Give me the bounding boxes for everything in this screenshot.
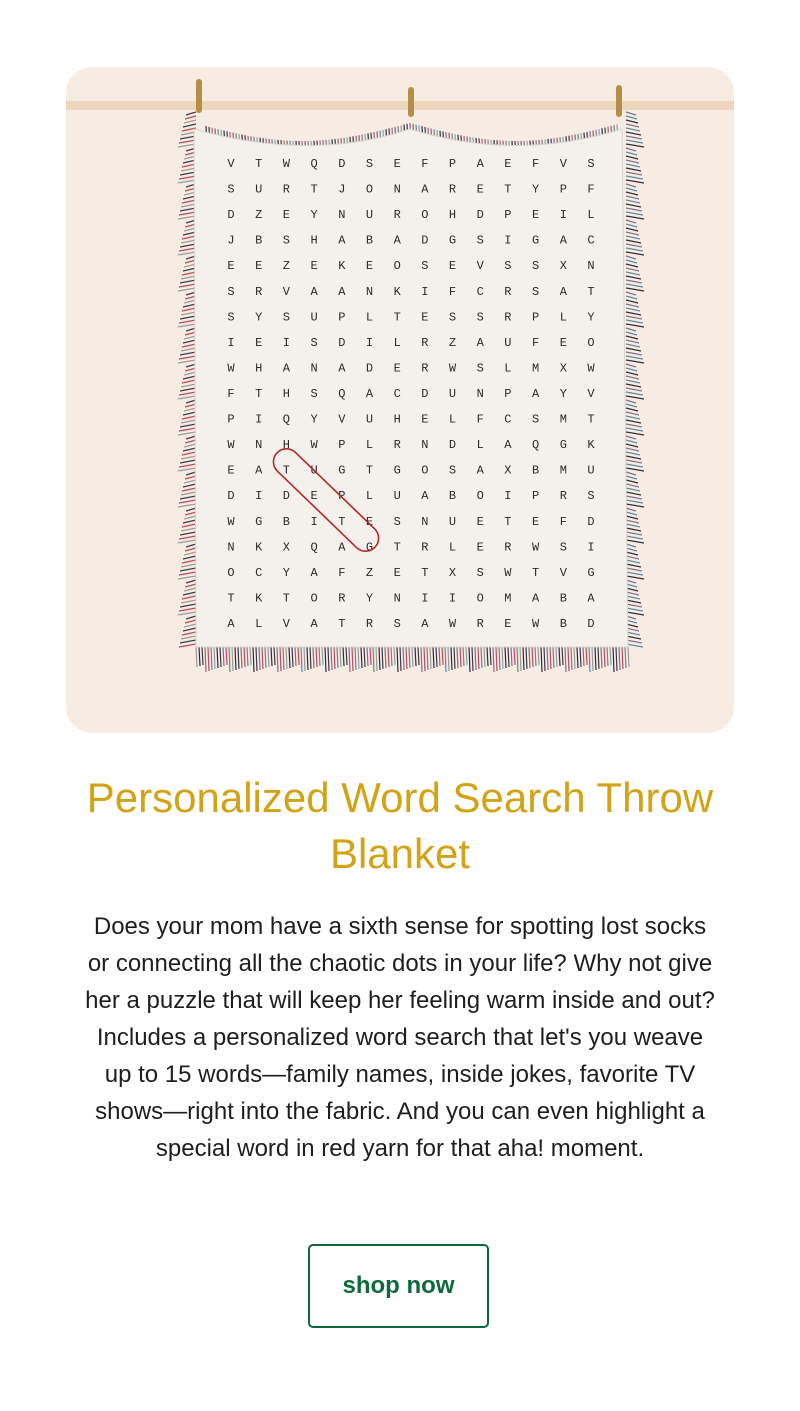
grid-letter: N	[476, 387, 484, 401]
grid-letter: N	[587, 259, 595, 274]
grid-letter: U	[448, 387, 457, 401]
grid-letter: A	[310, 284, 318, 299]
grid-letter: Y	[310, 412, 318, 427]
grid-letter: N	[338, 208, 346, 223]
grid-letter: E	[227, 463, 235, 478]
grid-letter: P	[338, 489, 346, 504]
grid-letter: B	[282, 514, 291, 529]
grid-letter: A	[559, 284, 567, 299]
grid-letter: B	[255, 233, 263, 248]
grid-letter: R	[255, 284, 263, 299]
grid-letter: P	[504, 387, 512, 401]
grid-letter: S	[310, 335, 318, 350]
grid-letter: I	[504, 233, 512, 248]
grid-letter: A	[559, 233, 567, 248]
grid-letter: F	[587, 182, 595, 197]
grid-letter: X	[559, 361, 567, 376]
grid-letter: E	[227, 259, 235, 274]
grid-letter: A	[421, 489, 429, 504]
grid-letter: N	[365, 284, 374, 299]
grid-letter: N	[310, 361, 318, 376]
grid-letter: E	[365, 514, 374, 529]
grid-letter: B	[448, 489, 457, 504]
grid-letter: W	[227, 438, 235, 453]
grid-letter: M	[559, 463, 567, 478]
grid-letter: S	[310, 387, 318, 401]
grid-letter: Q	[282, 412, 291, 427]
grid-letter: I	[227, 335, 235, 350]
grid-letter: W	[227, 361, 235, 376]
grid-letter: X	[559, 259, 567, 274]
grid-letter: A	[338, 540, 346, 555]
grid-letter: S	[365, 157, 374, 171]
grid-letter: Y	[365, 591, 374, 606]
grid-letter: E	[393, 157, 401, 171]
grid-letter: W	[587, 361, 595, 376]
grid-letter: F	[338, 565, 346, 580]
grid-letter: S	[476, 310, 484, 325]
grid-letter: A	[476, 335, 484, 350]
grid-letter: F	[476, 412, 484, 427]
grid-letter: M	[531, 361, 540, 376]
grid-letter: U	[310, 310, 318, 325]
grid-letter: I	[255, 412, 263, 427]
grid-letter: Y	[559, 387, 567, 401]
grid-letter: T	[504, 514, 512, 529]
grid-letter: E	[421, 412, 429, 427]
grid-letter: E	[476, 540, 484, 555]
grid-letter: A	[531, 387, 540, 401]
grid-letter: C	[587, 233, 595, 248]
grid-letter: L	[448, 540, 457, 555]
grid-letter: L	[365, 438, 374, 453]
hanging-rod	[66, 101, 734, 110]
grid-letter: L	[365, 489, 374, 504]
grid-letter: V	[338, 412, 346, 427]
grid-letter: F	[227, 387, 235, 401]
grid-letter: T	[393, 540, 401, 555]
grid-letter: I	[310, 514, 318, 529]
grid-letter: P	[338, 438, 346, 453]
grid-letter: S	[476, 233, 484, 248]
grid-letter: V	[559, 157, 567, 171]
grid-letter: S	[227, 310, 235, 325]
grid-letter: A	[393, 233, 401, 248]
grid-letter: N	[393, 182, 401, 197]
grid-letter: U	[255, 182, 263, 197]
grid-letter: G	[365, 540, 374, 555]
grid-letter: O	[310, 591, 318, 606]
grid-letter: R	[448, 182, 457, 197]
grid-letter: L	[587, 208, 595, 223]
grid-letter: A	[476, 463, 484, 478]
grid-letter: G	[393, 463, 401, 478]
grid-letter: H	[282, 438, 291, 453]
grid-letter: A	[282, 361, 291, 376]
grid-letter: W	[448, 361, 457, 376]
grid-letter: Q	[310, 540, 318, 555]
product-image	[66, 67, 734, 733]
grid-letter: P	[448, 157, 457, 171]
grid-letter: S	[587, 157, 595, 171]
grid-letter: C	[504, 412, 512, 427]
grid-letter: U	[587, 463, 595, 478]
grid-letter: G	[448, 233, 457, 248]
grid-letter: F	[448, 284, 457, 299]
grid-letter: O	[476, 591, 484, 606]
grid-letter: E	[393, 361, 401, 376]
grid-letter: S	[559, 540, 567, 555]
grid-letter: Z	[448, 335, 457, 350]
grid-letter: K	[338, 259, 346, 274]
grid-letter: Z	[282, 259, 291, 274]
grid-letter: F	[531, 157, 540, 171]
grid-letter: T	[504, 182, 512, 197]
grid-letter: O	[227, 565, 235, 580]
grid-letter: W	[282, 157, 291, 171]
grid-letter: N	[255, 438, 263, 453]
grid-letter: E	[255, 335, 263, 350]
grid-letter: S	[282, 233, 291, 248]
grid-letter: B	[559, 591, 567, 606]
grid-letter: E	[476, 182, 484, 197]
grid-letter: S	[531, 259, 540, 274]
grid-letter: H	[310, 233, 318, 248]
grid-letter: E	[310, 489, 318, 504]
grid-letter: Z	[255, 208, 263, 223]
grid-letter: L	[504, 361, 512, 376]
grid-letter: R	[393, 208, 401, 223]
grid-letter: S	[393, 617, 401, 631]
grid-letter: T	[282, 463, 291, 478]
grid-letter: N	[227, 540, 235, 555]
grid-letter: S	[531, 412, 540, 427]
grid-letter: S	[448, 463, 457, 478]
grid-letter: L	[559, 310, 567, 325]
grid-letter: A	[338, 284, 346, 299]
grid-letter: W	[310, 438, 318, 453]
grid-letter: V	[282, 284, 291, 299]
grid-letter: B	[559, 617, 567, 631]
grid-letter: T	[365, 463, 374, 478]
grid-letter: A	[421, 617, 429, 631]
grid-letter: K	[587, 438, 595, 453]
grid-letter: O	[587, 335, 595, 350]
grid-letter: W	[504, 565, 512, 580]
grid-letter: S	[448, 310, 457, 325]
grid-letter: T	[282, 591, 291, 606]
grid-letter: Y	[282, 565, 291, 580]
grid-letter: W	[531, 540, 540, 555]
grid-letter: H	[448, 208, 457, 223]
grid-letter: S	[476, 361, 484, 376]
grid-letter: Q	[310, 157, 318, 171]
grid-letter: N	[421, 514, 429, 529]
grid-letter: L	[448, 412, 457, 427]
grid-letter: A	[310, 617, 318, 631]
grid-letter: U	[504, 335, 512, 350]
grid-letter: C	[476, 284, 484, 299]
grid-letter: D	[421, 233, 429, 248]
grid-letter: L	[365, 310, 374, 325]
grid-letter: I	[448, 591, 457, 606]
grid-letter: L	[393, 335, 401, 350]
grid-letter: U	[448, 514, 457, 529]
grid-letter: D	[338, 157, 346, 171]
grid-letter: G	[559, 438, 567, 453]
grid-letter: O	[393, 259, 401, 274]
grid-letter: D	[227, 208, 235, 223]
grid-letter: E	[448, 259, 457, 274]
brass-hook-icon	[196, 79, 622, 117]
grid-letter: I	[282, 335, 291, 350]
grid-letter: R	[393, 438, 401, 453]
grid-letter: H	[393, 412, 401, 427]
grid-letter: N	[421, 438, 429, 453]
grid-letter: C	[393, 387, 401, 401]
grid-letter: D	[448, 438, 457, 453]
grid-letter: Q	[531, 438, 540, 453]
grid-letter: V	[476, 259, 484, 274]
grid-letter: S	[421, 259, 429, 274]
grid-letter: M	[504, 591, 512, 606]
grid-letter: Y	[587, 310, 595, 325]
grid-letter: Z	[365, 565, 374, 580]
grid-letter: X	[448, 565, 457, 580]
grid-letter: P	[531, 310, 540, 325]
grid-letter: Q	[338, 387, 346, 401]
grid-letter: R	[421, 335, 429, 350]
grid-letter: I	[421, 591, 429, 606]
grid-letter: A	[421, 182, 429, 197]
grid-letter: T	[310, 182, 318, 197]
grid-letter: I	[587, 540, 595, 555]
grid-letter: S	[393, 514, 401, 529]
grid-letter: S	[504, 259, 512, 274]
grid-letter: A	[310, 565, 318, 580]
grid-letter: R	[421, 361, 429, 376]
grid-letter: J	[227, 233, 235, 248]
grid-letter: D	[227, 489, 235, 504]
grid-letter: R	[338, 591, 346, 606]
grid-letter: A	[227, 617, 235, 631]
grid-letter: U	[365, 208, 374, 223]
grid-letter: R	[365, 617, 374, 631]
grid-letter: U	[310, 463, 318, 478]
grid-letter: T	[255, 157, 263, 171]
grid-letter: I	[255, 489, 263, 504]
grid-letter: R	[476, 617, 484, 631]
grid-letter: L	[476, 438, 484, 453]
grid-letter: P	[559, 182, 567, 197]
grid-letter: V	[227, 157, 235, 171]
shop-now-button[interactable]: shop now	[308, 1244, 489, 1328]
grid-letter: D	[587, 514, 595, 529]
grid-letter: O	[421, 463, 429, 478]
grid-letter: A	[531, 591, 540, 606]
grid-letter: R	[282, 182, 291, 197]
grid-letter: A	[255, 463, 263, 478]
grid-letter: T	[587, 284, 595, 299]
grid-letter: E	[310, 259, 318, 274]
grid-letter: G	[255, 514, 263, 529]
grid-letter: A	[338, 361, 346, 376]
grid-letter: D	[365, 361, 374, 376]
grid-letter: D	[421, 387, 429, 401]
grid-letter: U	[393, 489, 401, 504]
grid-letter: A	[504, 438, 512, 453]
grid-letter: E	[255, 259, 263, 274]
grid-letter: Y	[531, 182, 540, 197]
grid-letter: J	[338, 182, 346, 197]
grid-letter: R	[504, 284, 512, 299]
grid-letter: W	[227, 514, 235, 529]
grid-letter: M	[559, 412, 567, 427]
grid-letter: R	[504, 310, 512, 325]
grid-letter: U	[365, 412, 374, 427]
grid-letter: G	[338, 463, 346, 478]
grid-letter: T	[421, 565, 429, 580]
grid-letter: R	[504, 540, 512, 555]
grid-letter: V	[282, 617, 291, 631]
grid-letter: O	[476, 489, 484, 504]
grid-letter: I	[365, 335, 374, 350]
grid-letter: I	[421, 284, 429, 299]
grid-letter: E	[531, 208, 540, 223]
grid-letter: T	[393, 310, 401, 325]
grid-letter: H	[282, 387, 291, 401]
grid-letter: W	[448, 617, 457, 631]
grid-letter: F	[421, 157, 429, 171]
grid-letter: S	[282, 310, 291, 325]
grid-letter: E	[559, 335, 567, 350]
grid-letter: D	[338, 335, 346, 350]
grid-letter: X	[504, 463, 512, 478]
grid-letter: E	[504, 157, 512, 171]
grid-letter: R	[559, 489, 567, 504]
grid-letter: D	[476, 208, 484, 223]
grid-letter: S	[227, 182, 235, 197]
grid-letter: P	[227, 412, 235, 427]
grid-letter: P	[531, 489, 540, 504]
grid-letter: D	[587, 617, 595, 631]
word-search-blanket-illustration	[66, 67, 734, 733]
grid-letter: R	[421, 540, 429, 555]
grid-letter: W	[531, 617, 540, 631]
grid-letter: E	[365, 259, 374, 274]
grid-letter: T	[227, 591, 235, 606]
grid-letter: C	[255, 565, 263, 580]
grid-letter: G	[531, 233, 540, 248]
grid-letter: A	[476, 157, 484, 171]
grid-letter: E	[504, 617, 512, 631]
grid-letter: K	[255, 591, 263, 606]
grid-letter: V	[559, 565, 567, 580]
grid-letter: Y	[255, 310, 263, 325]
grid-letter: X	[282, 540, 291, 555]
grid-letter: G	[587, 565, 595, 580]
grid-letter: A	[338, 233, 346, 248]
grid-letter: D	[282, 489, 291, 504]
grid-letter: P	[338, 310, 346, 325]
grid-letter: K	[393, 284, 401, 299]
grid-letter: H	[255, 361, 263, 376]
grid-letter: O	[365, 182, 374, 197]
grid-letter: B	[365, 233, 374, 248]
grid-letter: T	[338, 514, 346, 529]
grid-letter: I	[559, 208, 567, 223]
grid-letter: K	[255, 540, 263, 555]
grid-letter: A	[365, 387, 374, 401]
grid-letter: S	[476, 565, 484, 580]
grid-letter: E	[393, 565, 401, 580]
grid-letter: P	[504, 208, 512, 223]
grid-letter: B	[531, 463, 540, 478]
grid-letter: O	[421, 208, 429, 223]
grid-letter: T	[338, 617, 346, 631]
grid-letter: L	[255, 617, 263, 631]
grid-letter: S	[227, 284, 235, 299]
grid-letter: S	[587, 489, 595, 504]
grid-letter: T	[255, 387, 263, 401]
product-description: Does your mom have a sixth sense for spotting lost socks or connecting all the chaotic dots in your life? Why not give her a puzzle that will keep her feeling warm inside and out? Includes a personalized word search that let's you weave up to 15 words—family names, inside jokes, favorite TV shows—right into the fabric. And you can even highlight a special word in red yarn for that aha! moment.	[85, 913, 715, 1162]
grid-letter: T	[587, 412, 595, 427]
grid-letter: F	[531, 335, 540, 350]
grid-letter: E	[421, 310, 429, 325]
grid-letter: Y	[310, 208, 318, 223]
grid-letter: E	[282, 208, 291, 223]
product-title: Personalized Word Search Throw Blanket	[86, 774, 714, 877]
grid-letter: A	[587, 591, 595, 606]
grid-letter: V	[587, 387, 595, 401]
grid-letter: T	[531, 565, 540, 580]
grid-letter: F	[559, 514, 567, 529]
grid-letter: E	[476, 514, 484, 529]
grid-letter: E	[531, 514, 540, 529]
grid-letter: S	[531, 284, 540, 299]
grid-letter: I	[504, 489, 512, 504]
grid-letter: N	[393, 591, 401, 606]
